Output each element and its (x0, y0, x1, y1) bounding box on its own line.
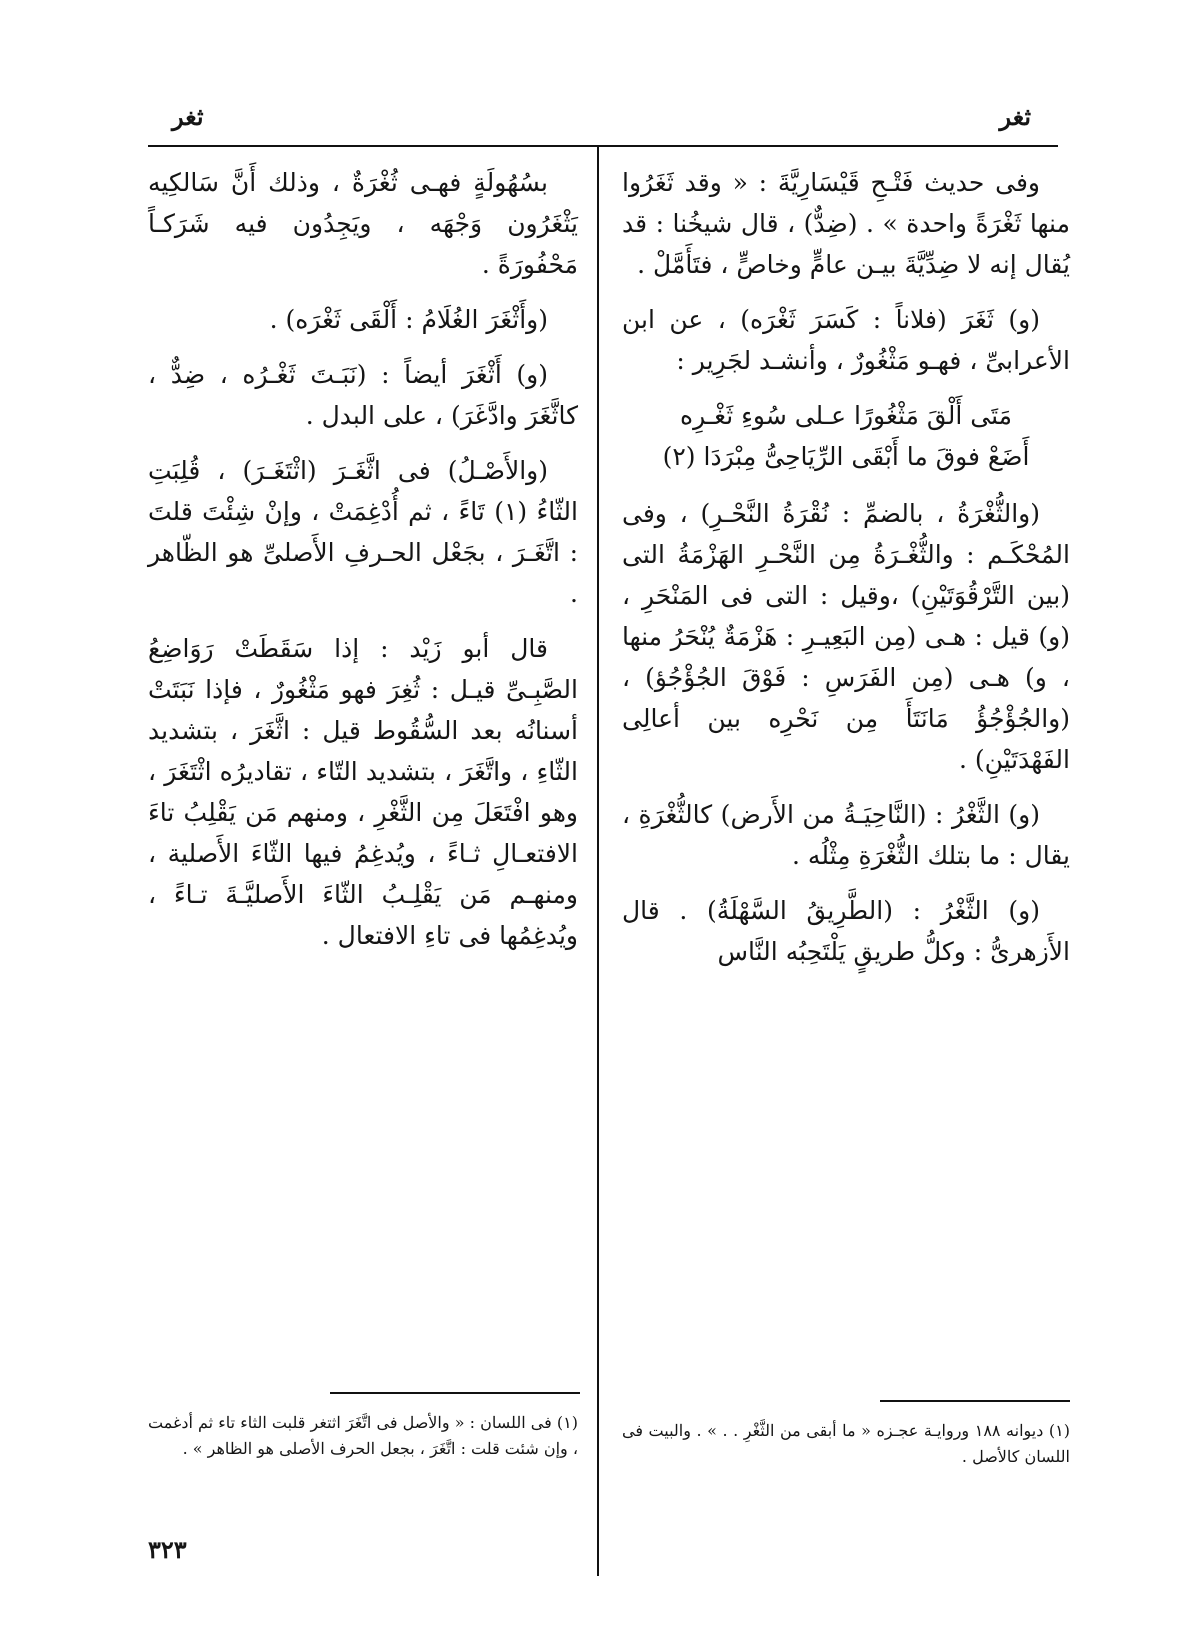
left-paragraph-2: (وأَثْغَرَ الغُلَامُ : أَلْقَى ثَغْرَه) . (269, 305, 548, 334)
left-paragraph-4: (والأَصْـلُ) فى اثَّغَـرَ (اثْتَغَـرَ) ، قُلِبَتِ الثّاءُ (١) تَاءً ، ثم أُدْغِمَتْ ، وإنْ شِئْتَ قلتَ : اتَّغَـرَ ، بجَعْل الحـرفِ الأَصلىِّ هو الظّاهر . (148, 456, 578, 608)
footnote-rule-right (880, 1400, 1070, 1402)
column-divider (597, 146, 599, 1576)
right-column (622, 162, 1070, 986)
right-paragraph-1: وفى حديث فَتْـحِ قَيْسَارِيَّةَ : « وقد ثَغَرُوا منها ثَغْرَةً واحدة » . (ضِدٌّ) ، قال شيخُنا : قد يُقال إنه لا ضِدِّيَّةَ بيـن عامٍّ وخاصٍّ ، فتَأَمَّلْ . (622, 168, 1070, 279)
header-headword-right: ثغر (999, 102, 1031, 131)
footnote-left: (١) فى اللسان : « والأصل فى اتَّغَرَ اثتغر قلبت الثاء تاء ثم أدغمت ، وإن شئت قلت : اتَّغَرَ ، بجعل الحرف الأصلى هو الظاهر » . (148, 1413, 578, 1458)
poetry-verse (622, 395, 1070, 477)
page-number: ٣٢٣ (148, 1535, 187, 1564)
right-paragraph-2: (و) ثَغَرَ (فلاناً : كَسَرَ ثَغْرَه) ، عن ابن الأعرابىِّ ، فهـو مَثْغُورٌ ، وأنشـد لجَرِير : (622, 305, 1070, 375)
right-paragraph-5: (و) الثَّغْرُ : (الطَّرِيقُ السَّهْلَةُ) . قال الأَزهرىُّ : وكلُّ طريقٍ يَلْتَحِبُه النَّاس (622, 896, 1070, 966)
right-paragraph-4: (و) الثَّغْرُ : (النَّاحِيَـةُ من الأَرض) كالثُّغْرَةِ ، يقال : ما بتلك الثُّغْرَةِ مِثْلُه . (622, 800, 1070, 870)
footnote-right: (١) ديوانه ١٨٨ وروايـة عجـزه « ما أبقى من الثَّغْرِ . . » . والبيت فى اللسان كالأصل . (622, 1421, 1071, 1466)
header-rule (148, 145, 1058, 147)
right-paragraph-3: (والثُّغْرَةُ ، بالضمِّ : نُقْرَةُ النَّحْـرِ) ، وفى المُحْكَـم : والثُّغْـرَةُ مِن النَّحْـرِ الهَزْمَةُ التى (بين التَّرْقُوَتَيْنِ) ،وقيل : التى فى المَنْحَرِ ، (و) قيل : هـى (مِن البَعِيـرِ : هَزْمَةٌ يُنْحَرُ منها ، و) هـى (مِن الفَرَسِ : فَوْقَ الجُؤْجُؤ) ، (والجُؤْجُؤُ مَانَتَأَ مِن نَحْرِه بين أعالِى الفَهْدَتَيْنِ) . (622, 499, 1070, 774)
left-paragraph-1: بسُهُولَةٍ فهـى ثُغْرَةٌ ، وذلك أَنَّ سَالكِيه يَثْغَرُون وَجْهَه ، ويَجِدُون فيه شَرَكـاً مَحْفُورَةً . (148, 168, 578, 279)
footnote-rule-left (330, 1392, 580, 1394)
verse-line-2: أَضَعْ فوقَ ما أَبْقَى الرِّيَاحِىُّ مِبْرَدَا (٢) (662, 442, 1030, 471)
verse-line-1: مَتَى أَلْقَ مَثْغُورًا عـلى سُوءِ ثَغْـرِه (679, 401, 1013, 430)
header-headword-left: ثغر (172, 102, 204, 131)
left-paragraph-5: قال أبو زَيْد : إذا سَقَطَتْ رَوَاضِعُ الصَّبِـىِّ قيـل : ثُغِرَ فهو مَثْغُورٌ ، فإذا نَبَتَتْ أسنانُه بعد السُّقُوط قيل : اثَّغَرَ ، بتشديد الثّاءِ ، واتَّغَرَ ، بتشديد التّاء ، تقاديرُه اثْتَغَرَ ، وهو افْتَعَلَ مِن الثَّغْرِ ، ومنهم مَن يَقْلِبُ تاءَ الافتعـالِ ثـاءً ، ويُدغِمُ فيها الثّاءَ الأَصلية ، ومنهـم مَن يَقْلِـبُ الثّاءَ الأَصليَّـةَ تـاءً ، ويُدغِمُها فى تاءِ الافتعال . (148, 634, 578, 950)
left-column (148, 162, 578, 970)
left-paragraph-3: (و) أَثْغَرَ أيضاً : (نَبَـتَ ثَغْـرُه ، ضِدٌّ ، كاثَّغَرَ وادَّغَرَ) ، على البدل . (148, 360, 578, 430)
